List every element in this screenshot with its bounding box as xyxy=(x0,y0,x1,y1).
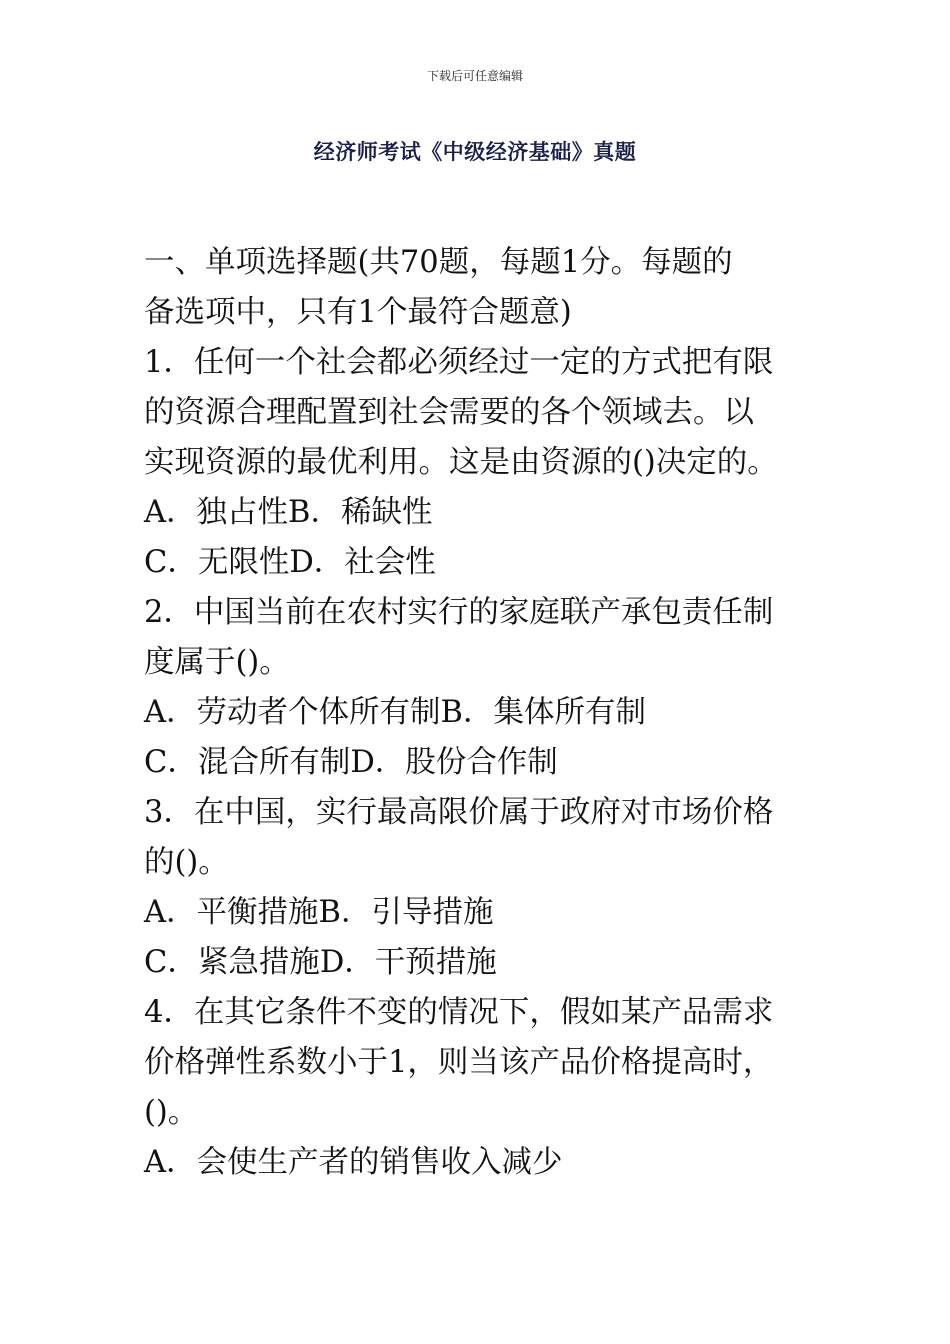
question-4-line-1: 4．在其它条件不变的情况下，假如某产品需求 xyxy=(144,995,774,1030)
document-title: 经济师考试《中级经济基础》真题 xyxy=(313,140,637,164)
question-1-line-1: 1．任何一个社会都必须经过一定的方式把有限 xyxy=(144,345,774,380)
section-heading-line-2: 备选项中，只有1个最符合题意) xyxy=(144,295,572,330)
section-heading-line-1: 一、单项选择题(共70题，每题1分。每题的 xyxy=(144,245,733,280)
question-3-options-cd: C．紧急措施D．干预措施 xyxy=(144,945,497,980)
question-3-line-1: 3．在中国，实行最高限价属于政府对市场价格 xyxy=(144,795,774,830)
question-4-line-2: 价格弹性系数小于1，则当该产品价格提高时， xyxy=(144,1045,774,1080)
question-2-line-1: 2．中国当前在农村实行的家庭联产承包责任制 xyxy=(144,595,774,630)
question-1-line-2: 的资源合理配置到社会需要的各个领域去。以 xyxy=(144,395,754,430)
question-3-line-2: 的()。 xyxy=(144,845,229,880)
question-2-line-2: 度属于()。 xyxy=(144,645,290,680)
question-2-options-cd: C．混合所有制D．股份合作制 xyxy=(144,745,558,780)
question-1-line-3: 实现资源的最优利用。这是由资源的()决定的。 xyxy=(144,445,778,480)
question-3-options-ab: A．平衡措施B．引导措施 xyxy=(144,895,494,930)
question-1-options-ab: A．独占性B．稀缺性 xyxy=(144,495,433,530)
document-body xyxy=(144,238,814,1188)
question-2-options-ab: A．劳动者个体所有制B．集体所有制 xyxy=(144,695,646,730)
question-1-options-cd: C．无限性D．社会性 xyxy=(144,545,436,580)
download-note: 下载后可任意编辑 xyxy=(426,69,523,83)
question-4-option-a: A．会使生产者的销售收入减少 xyxy=(144,1145,563,1180)
question-4-line-3: ()。 xyxy=(144,1095,199,1130)
